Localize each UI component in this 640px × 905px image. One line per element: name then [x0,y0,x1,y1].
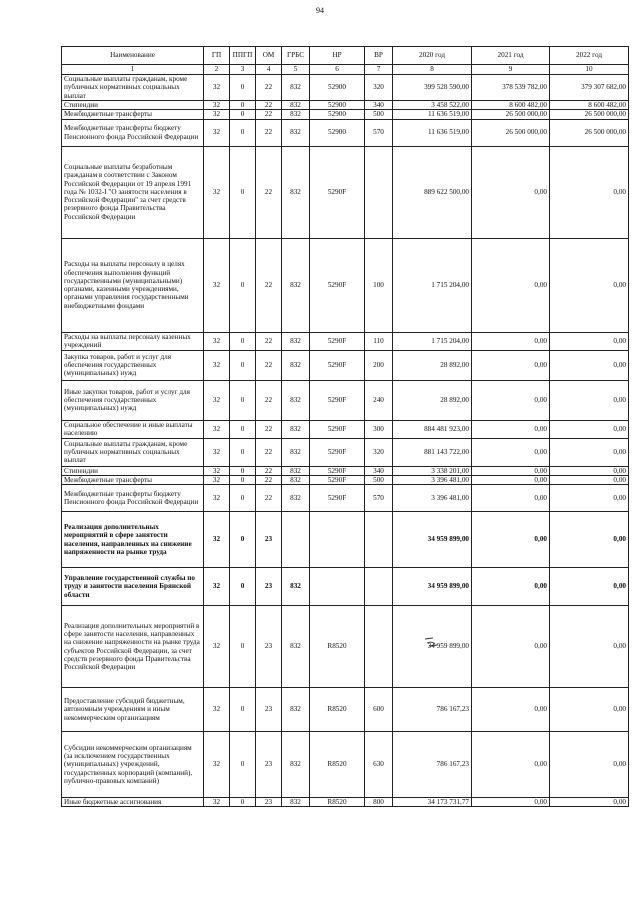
row-nr [310,512,365,568]
row-2020: 3 396 481,00 [393,475,472,484]
row-om: 23 [256,732,282,798]
row-name: Расходы на выплаты персоналу казенных учреждений [62,332,204,350]
row-om: 22 [256,475,282,484]
row-om: 22 [256,332,282,350]
row-2020: 3 396 481,00 [393,485,472,512]
row-gp: 32 [204,568,230,606]
row-2022: 0,00 [550,420,629,438]
table-row [62,732,629,798]
row-ppgp: 0 [230,568,256,606]
row-vr: 320 [365,75,393,101]
row-2022: 0,00 [550,485,629,512]
row-nr: 5290F [310,420,365,438]
row-2022: 8 600 482,00 [550,101,629,110]
table-row [62,485,629,512]
row-nr: R8520 [310,732,365,798]
row-nr: 5290F [310,380,365,420]
row-nr: 5290F [310,466,365,475]
row-gp: 32 [204,146,230,238]
row-2022: 0,00 [550,146,629,238]
row-om: 22 [256,119,282,146]
column-number-row [62,65,629,75]
header-2021: 2021 год [472,47,550,65]
row-om: 22 [256,466,282,475]
row-2020: 11 636 519,00 [393,110,472,119]
row-2022: 0,00 [550,798,629,807]
row-2021: 8 600 482,00 [472,101,550,110]
row-name: Субсидии некоммерческим организациям (за исключением государственных (муниципальных) учреждений, государственных корпораций (компаний), публично-правовых компаний) [62,732,204,798]
row-nr: 5290F [310,238,365,332]
row-grbs: 832 [282,475,310,484]
row-2020: 884 481 923,00 [393,420,472,438]
row-grbs: 832 [282,466,310,475]
row-gp: 32 [204,110,230,119]
row-2021: 26 500 000,00 [472,110,550,119]
row-name: Закупка товаров, работ и услуг для обеспечения государственных (муниципальных) нужд [62,350,204,380]
table-row [62,110,629,119]
row-2022: 0,00 [550,568,629,606]
row-2021: 0,00 [472,606,550,688]
header-row [62,47,629,65]
row-name: Межбюджетные трансферты бюджету Пенсионного фонда Российской Федерации [62,485,204,512]
table-row [62,475,629,484]
row-nr: 5290F [310,350,365,380]
row-vr: 500 [365,110,393,119]
row-grbs: 832 [282,146,310,238]
row-2020: 1 715 204,00 [393,332,472,350]
row-name: Социальные выплаты гражданам, кроме публичных нормативных социальных выплат [62,438,204,466]
row-2022: 0,00 [550,332,629,350]
row-grbs: 832 [282,438,310,466]
row-vr [365,512,393,568]
column-number: 7 [365,65,393,75]
row-vr [365,568,393,606]
row-ppgp: 0 [230,238,256,332]
row-gp: 32 [204,732,230,798]
row-name: Социальные выплаты безработным гражданам в соответствии с Законом Российской Федерации от 19 апреля 1991 года № 1032-I "О занятости населения в Российской Федерации" за счет средств резервного фонда Правительства Российской Федерации [62,146,204,238]
column-number: 2 [204,65,230,75]
column-number: 1 [62,65,204,75]
row-2021: 0,00 [472,238,550,332]
row-om: 23 [256,688,282,732]
row-om: 23 [256,606,282,688]
row-grbs [282,512,310,568]
row-ppgp: 0 [230,110,256,119]
row-vr: 500 [365,475,393,484]
row-ppgp: 0 [230,485,256,512]
row-2021: 0,00 [472,438,550,466]
row-gp: 32 [204,438,230,466]
row-2022: 0,00 [550,238,629,332]
row-grbs: 832 [282,732,310,798]
row-grbs: 832 [282,332,310,350]
row-om: 22 [256,101,282,110]
row-2020: 786 167,23 [393,732,472,798]
row-grbs: 832 [282,420,310,438]
row-vr [365,606,393,688]
row-gp: 32 [204,688,230,732]
row-2022: 0,00 [550,688,629,732]
row-name: Реализация дополнительных мероприятий в сфере занятости населения, направленных на снижение напряженности на рынке труда [62,512,204,568]
row-name: Межбюджетные трансферты [62,475,204,484]
page-number: 94 [316,6,324,15]
table-row [62,420,629,438]
row-name: Социальное обеспечение и иные выплаты населению [62,420,204,438]
row-gp: 32 [204,485,230,512]
header-vr: ВР [365,47,393,65]
row-om: 22 [256,146,282,238]
row-2021: 26 500 000,00 [472,119,550,146]
row-ppgp: 0 [230,146,256,238]
row-grbs: 832 [282,238,310,332]
pen-mark-icon [423,636,447,648]
row-2021: 378 539 782,00 [472,75,550,101]
row-name: Расходы на выплаты персоналу в целях обеспечения выполнения функций государственными (муниципальными) органами, казенными учреждениями, органами управления государственными внебюджетными фондами [62,238,204,332]
row-2022: 0,00 [550,380,629,420]
row-2020: 34 959 899,00 [393,568,472,606]
row-2020: 786 167,23 [393,688,472,732]
row-om: 22 [256,420,282,438]
row-ppgp: 0 [230,101,256,110]
row-gp: 32 [204,475,230,484]
row-2021: 0,00 [472,512,550,568]
row-name: Управление государственной службы по труду и занятости населения Брянской области [62,568,204,606]
row-ppgp: 0 [230,475,256,484]
row-2022: 0,00 [550,350,629,380]
column-number: 5 [282,65,310,75]
row-gp: 32 [204,101,230,110]
row-name: Социальные выплаты гражданам, кроме публичных нормативных социальных выплат [62,75,204,101]
row-2020: 34 959 899,00 [393,512,472,568]
row-ppgp: 0 [230,466,256,475]
row-grbs: 832 [282,798,310,807]
row-2020: 11 636 519,00 [393,119,472,146]
table-row [62,466,629,475]
row-name: Иные закупки товаров, работ и услуг для обеспечения государственных (муниципальных) нужд [62,380,204,420]
table-body [62,75,629,807]
row-2021: 0,00 [472,466,550,475]
row-gp: 32 [204,798,230,807]
row-2022: 0,00 [550,732,629,798]
row-2021: 0,00 [472,332,550,350]
row-om: 22 [256,438,282,466]
row-om: 22 [256,380,282,420]
row-vr: 240 [365,380,393,420]
row-om: 22 [256,485,282,512]
row-gp: 32 [204,512,230,568]
row-name: Межбюджетные трансферты [62,110,204,119]
row-name: Иные бюджетные ассигнования [62,798,204,807]
row-2020: 34 959 899,00 [393,606,472,688]
budget-table [61,46,629,807]
header-grbs: ГРБС [282,47,310,65]
row-2021: 0,00 [472,475,550,484]
table-row [62,512,629,568]
header-ppgp: ППГП [230,47,256,65]
row-2020: 28 892,00 [393,350,472,380]
row-grbs: 832 [282,568,310,606]
row-ppgp: 0 [230,75,256,101]
row-nr: 52900 [310,101,365,110]
table-row [62,238,629,332]
row-2020: 881 143 722,00 [393,438,472,466]
row-name: Реализация дополнительных мероприятий в сфере занятости населения, направленных на снижение напряженности на рынке труда субъектов Российской Федерации, за счет средств резервного фонда Правительства Российской Федерации [62,606,204,688]
column-number: 6 [310,65,365,75]
row-2022: 0,00 [550,475,629,484]
row-gp: 32 [204,466,230,475]
table-row [62,568,629,606]
row-grbs: 832 [282,688,310,732]
row-vr: 320 [365,438,393,466]
table-row [62,350,629,380]
row-gp: 32 [204,380,230,420]
row-om: 22 [256,350,282,380]
header-2020: 2020 год [393,47,472,65]
row-om: 22 [256,238,282,332]
column-number: 10 [550,65,629,75]
row-ppgp: 0 [230,732,256,798]
row-2022: 0,00 [550,512,629,568]
row-2021: 0,00 [472,485,550,512]
row-name: Стипендии [62,466,204,475]
row-2021: 0,00 [472,420,550,438]
row-ppgp: 0 [230,420,256,438]
row-gp: 32 [204,420,230,438]
row-gp: 32 [204,75,230,101]
row-2020: 889 622 500,00 [393,146,472,238]
row-2021: 0,00 [472,146,550,238]
row-om: 22 [256,75,282,101]
column-number: 4 [256,65,282,75]
row-nr: 52900 [310,110,365,119]
header-name: Наименование [62,47,204,65]
row-vr: 200 [365,350,393,380]
row-2021: 0,00 [472,350,550,380]
row-gp: 32 [204,332,230,350]
row-nr: 52900 [310,75,365,101]
row-2020: 1 715 204,00 [393,238,472,332]
row-2022: 26 500 000,00 [550,119,629,146]
row-grbs: 832 [282,101,310,110]
row-ppgp: 0 [230,332,256,350]
row-ppgp: 0 [230,606,256,688]
row-vr: 110 [365,332,393,350]
row-ppgp: 0 [230,119,256,146]
row-grbs: 832 [282,606,310,688]
row-ppgp: 0 [230,438,256,466]
table-row [62,438,629,466]
row-ppgp: 0 [230,512,256,568]
header-nr: НР [310,47,365,65]
row-ppgp: 0 [230,688,256,732]
row-2021: 0,00 [472,798,550,807]
row-name: Предоставление субсидий бюджетным, автономным учреждениям и иным некоммерческим организациям [62,688,204,732]
row-om: 23 [256,798,282,807]
row-2022: 26 500 000,00 [550,110,629,119]
row-nr: 5290F [310,475,365,484]
row-nr: 5290F [310,438,365,466]
header-gp: ГП [204,47,230,65]
row-2020: 399 528 590,00 [393,75,472,101]
row-name: Стипендии [62,101,204,110]
row-grbs: 832 [282,119,310,146]
row-nr: 5290F [310,485,365,512]
row-om: 23 [256,568,282,606]
row-vr: 600 [365,688,393,732]
row-vr: 300 [365,420,393,438]
row-ppgp: 0 [230,380,256,420]
table-row [62,798,629,807]
row-grbs: 832 [282,350,310,380]
row-2021: 0,00 [472,688,550,732]
table-row [62,146,629,238]
row-vr: 630 [365,732,393,798]
row-om: 22 [256,110,282,119]
row-nr: 52900 [310,119,365,146]
row-name: Межбюджетные трансферты бюджету Пенсионного фонда Российской Федерации [62,119,204,146]
row-2022: 0,00 [550,466,629,475]
row-vr: 100 [365,238,393,332]
table-row [62,380,629,420]
table-row [62,119,629,146]
row-nr: 5290F [310,146,365,238]
row-ppgp: 0 [230,350,256,380]
header-om: ОМ [256,47,282,65]
row-gp: 32 [204,606,230,688]
row-nr: R8520 [310,798,365,807]
row-nr: R8520 [310,688,365,732]
column-number: 3 [230,65,256,75]
header-2022: 2022 год [550,47,629,65]
row-2021: 0,00 [472,732,550,798]
row-nr: 5290F [310,332,365,350]
table-row [62,332,629,350]
row-2020: 34 173 731,77 [393,798,472,807]
column-number: 8 [393,65,472,75]
row-om: 23 [256,512,282,568]
table-row [62,606,629,688]
row-grbs: 832 [282,380,310,420]
row-vr [365,146,393,238]
row-vr: 340 [365,101,393,110]
row-2020: 3 338 201,00 [393,466,472,475]
row-grbs: 832 [282,485,310,512]
row-gp: 32 [204,238,230,332]
row-vr: 800 [365,798,393,807]
row-vr: 340 [365,466,393,475]
table-row [62,688,629,732]
row-2022: 0,00 [550,438,629,466]
row-gp: 32 [204,350,230,380]
column-number: 9 [472,65,550,75]
row-2022: 0,00 [550,606,629,688]
row-nr: R8520 [310,606,365,688]
row-grbs: 832 [282,110,310,119]
row-2021: 0,00 [472,380,550,420]
row-ppgp: 0 [230,798,256,807]
row-vr: 570 [365,119,393,146]
row-2021: 0,00 [472,568,550,606]
row-2020: 28 892,00 [393,380,472,420]
row-2020: 3 458 522,00 [393,101,472,110]
row-2022: 379 307 682,00 [550,75,629,101]
row-grbs: 832 [282,75,310,101]
row-gp: 32 [204,119,230,146]
table-row [62,101,629,110]
row-nr [310,568,365,606]
table-row [62,75,629,101]
row-vr: 570 [365,485,393,512]
